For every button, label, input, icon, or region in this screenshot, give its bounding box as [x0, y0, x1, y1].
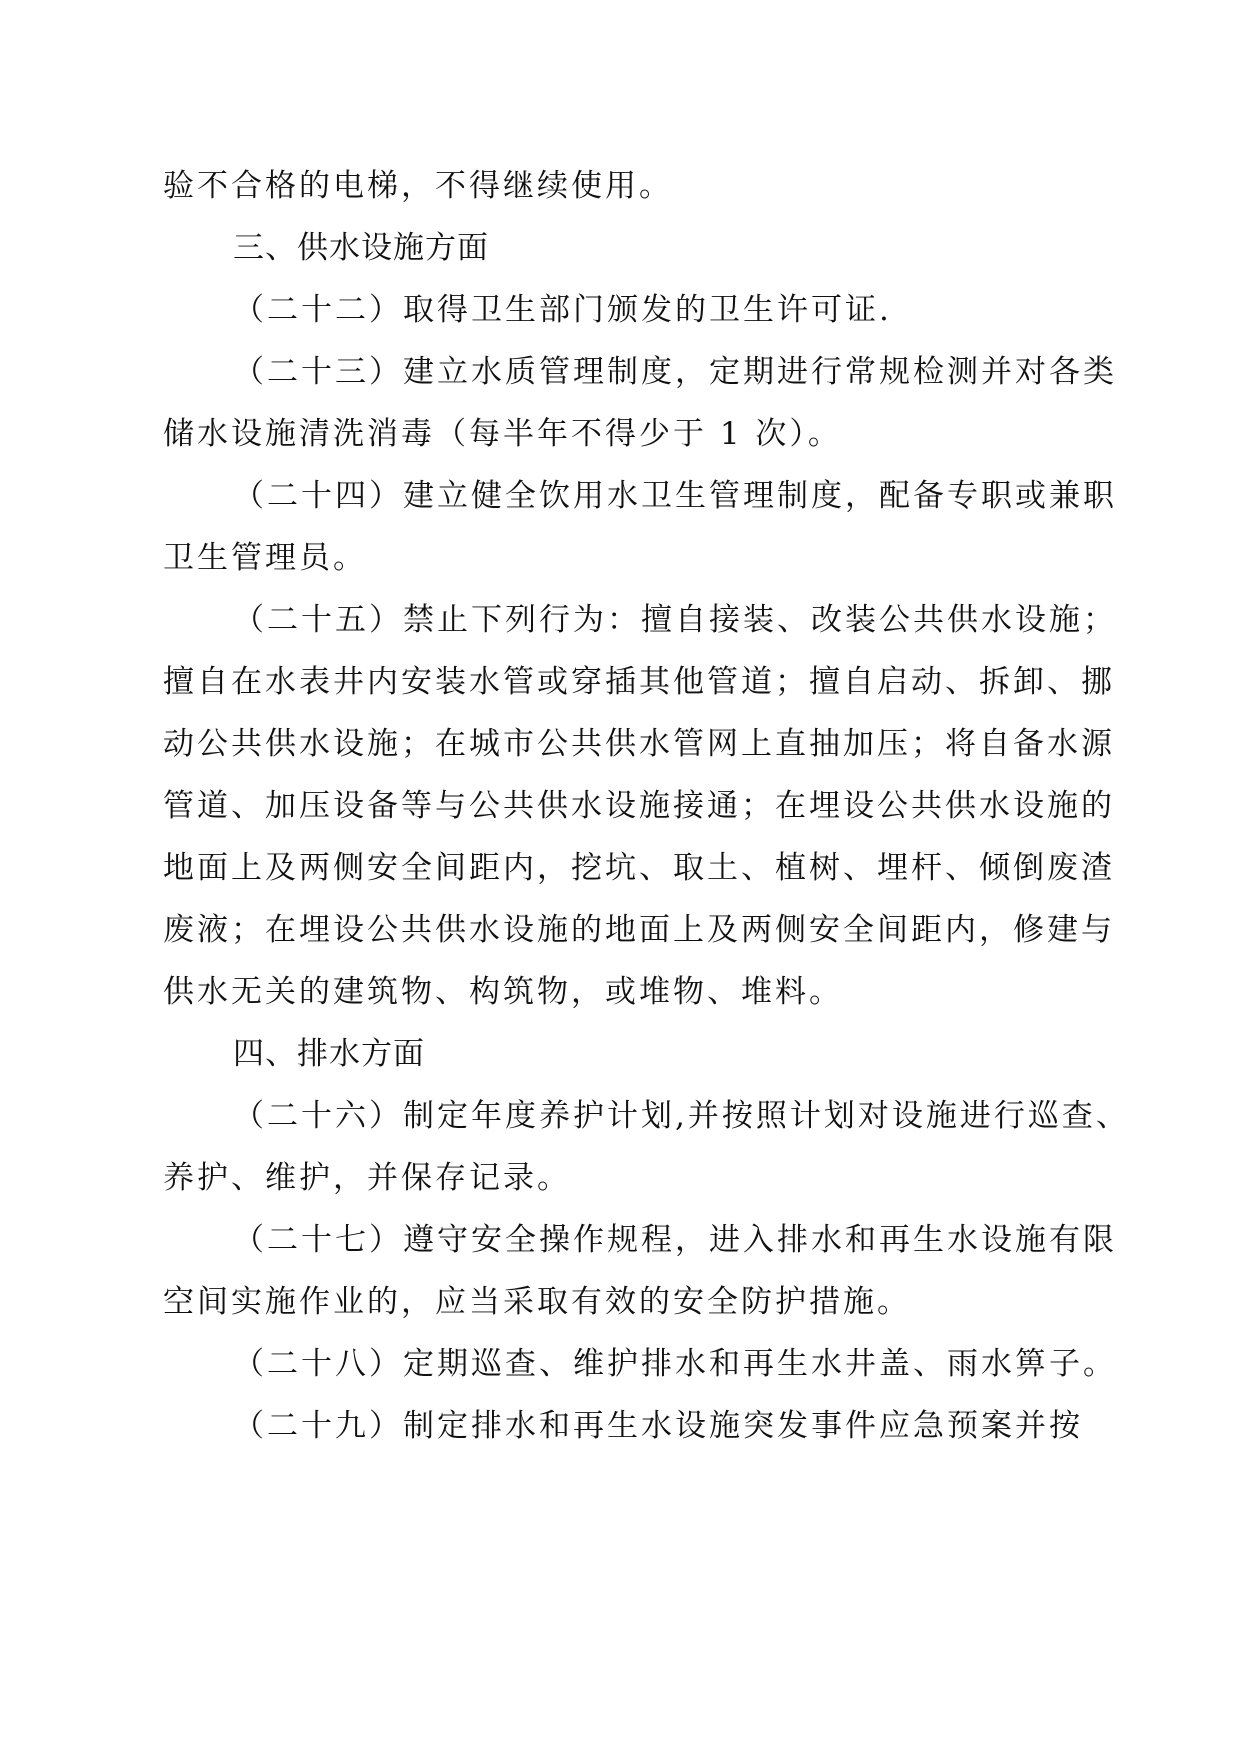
clause-24: （二十四）建立健全饮用水卫生管理制度，配备专职或兼职: [233, 478, 1117, 514]
clause-29: （二十九）制定排水和再生水设施突发事件应急预案并按: [233, 1408, 1083, 1444]
text-line: 验不合格的电梯，不得继续使用。: [163, 168, 673, 204]
text-line: 地面上及两侧安全间距内，挖坑、取土、植树、埋杆、倾倒废渣: [163, 850, 1115, 886]
clause-28: （二十八）定期巡查、维护排水和再生水井盖、雨水箅子。: [233, 1346, 1117, 1382]
text-line: 动公共供水设施；在城市公共供水管网上直抽加压；将自备水源: [163, 726, 1115, 762]
text-line: 储水设施清洗消毒（每半年不得少于 1 次）。: [163, 416, 842, 452]
text-line: 管道、加压设备等与公共供水设施接通；在埋设公共供水设施的: [163, 788, 1115, 824]
text-line: 卫生管理员。: [163, 540, 367, 576]
text-line: 擅自在水表井内安装水管或穿插其他管道；擅自启动、拆卸、挪: [163, 664, 1115, 700]
clause-22: （二十二）取得卫生部门颁发的卫生许可证.: [233, 292, 892, 328]
clause-27: （二十七）遵守安全操作规程，进入排水和再生水设施有限: [233, 1222, 1117, 1258]
clause-23: （二十三）建立水质管理制度，定期进行常规检测并对各类: [233, 354, 1117, 390]
clause-25: （二十五）禁止下列行为：擅自接装、改装公共供水设施；: [233, 602, 1117, 638]
text-line: 养护、维护，并保存记录。: [163, 1160, 571, 1196]
clause-26: （二十六）制定年度养护计划,并按照计划对设施进行巡查、: [233, 1098, 1130, 1134]
section-heading-water-supply: 三、供水设施方面: [233, 230, 489, 266]
text-line: 供水无关的建筑物、构筑物，或堆物、堆料。: [163, 974, 843, 1010]
text-line: 废液；在埋设公共供水设施的地面上及两侧安全间距内，修建与: [163, 912, 1115, 948]
text-line: 空间实施作业的，应当采取有效的安全防护措施。: [163, 1284, 911, 1320]
section-heading-drainage: 四、排水方面: [233, 1036, 425, 1072]
